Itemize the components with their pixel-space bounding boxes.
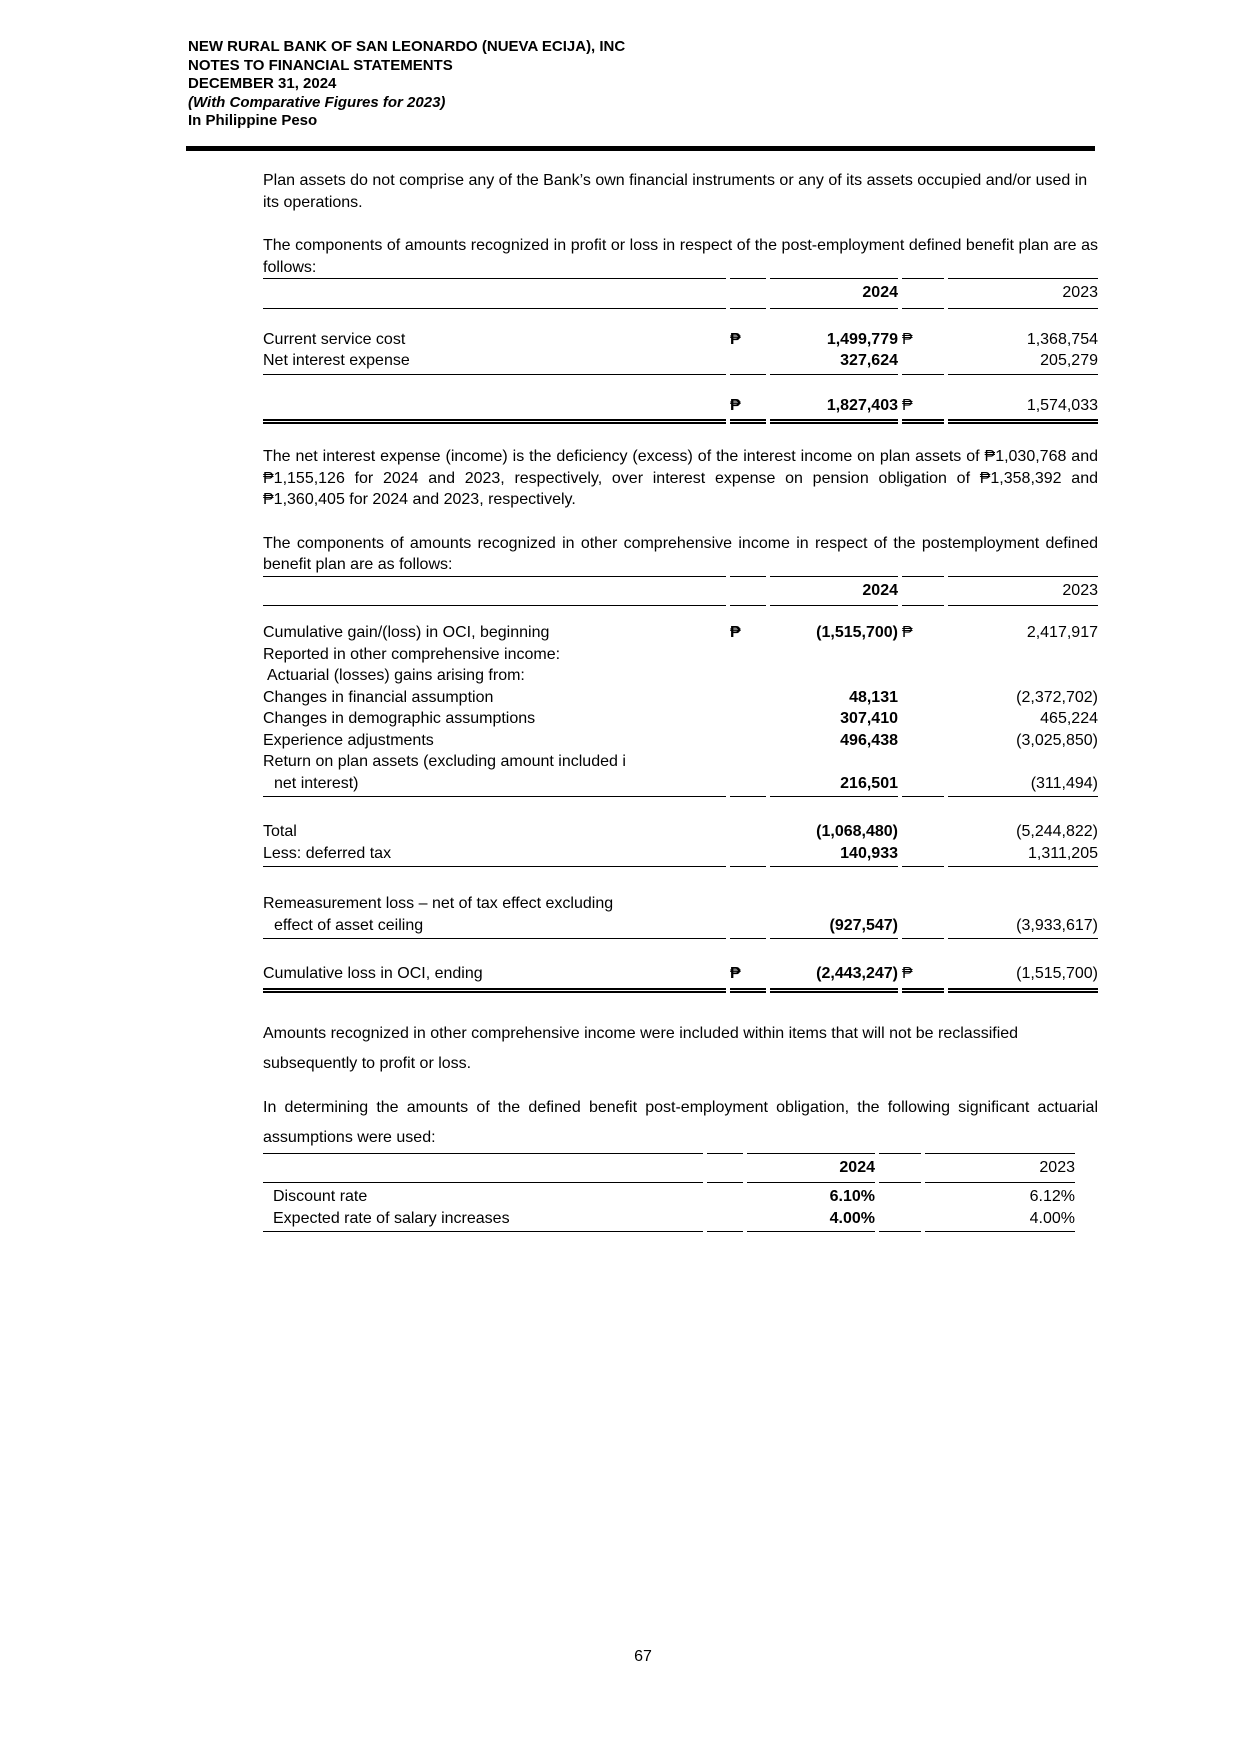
value-2024: 327,624 <box>770 350 898 375</box>
company-name: NEW RURAL BANK OF SAN LEONARDO (NUEVA ECIJA), INC <box>188 38 626 55</box>
col-header-2024: 2024 <box>747 1153 875 1184</box>
row-label: Actuarial (losses) gains arising from: <box>267 667 525 684</box>
table-row <box>263 773 1098 798</box>
value-2024: 6.10% <box>829 1188 875 1205</box>
peso-sign-2023: ₱ <box>902 330 913 348</box>
value-2023: 2,417,917 <box>1026 624 1098 641</box>
row-label: effect of asset ceiling <box>263 915 726 940</box>
currency-note: In Philippine Peso <box>188 112 318 129</box>
peso-sign-2023 <box>902 350 944 375</box>
value-2024: 1,827,403 <box>770 395 898 425</box>
table-row <box>263 665 1098 687</box>
value-2023: (311,494) <box>948 773 1098 798</box>
header-spacer <box>730 576 766 607</box>
peso-sign-2023: ₱ <box>902 963 944 993</box>
value-2023: 1,311,205 <box>948 843 1098 868</box>
row-label: Cumulative gain/(loss) in OCI, beginning <box>263 624 550 641</box>
value-2024: 140,933 <box>770 843 898 868</box>
table-row <box>263 893 1098 915</box>
row-label: Experience adjustments <box>263 731 434 749</box>
value-2024: (927,547) <box>770 915 898 940</box>
value-2024: 4.00% <box>747 1208 875 1233</box>
row-label: Net interest expense <box>263 350 726 375</box>
col-header-2023: 2023 <box>948 576 1098 607</box>
peso-sign-2023: ₱ <box>902 395 944 425</box>
value-2023: (5,244,822) <box>1016 823 1098 840</box>
value-2024: (2,443,247) <box>770 963 898 993</box>
value-2024: 216,501 <box>770 773 898 798</box>
row-label: Cumulative loss in OCI, ending <box>263 963 726 993</box>
col-header-2024: 2024 <box>770 278 898 309</box>
header-spacer <box>902 278 944 309</box>
row-label: Return on plan assets (excluding amount included i <box>263 753 626 770</box>
paragraph-oci-reclass: Amounts recognized in other comprehensive income were included within items that will not be reclassified subsequently to profit or loss. <box>263 1024 1019 1072</box>
col-header-2024: 2024 <box>770 576 898 607</box>
row-label: Changes in demographic assumptions <box>263 710 536 727</box>
table-row <box>263 915 1098 940</box>
table-row <box>263 821 1098 843</box>
header-spacer <box>707 1153 743 1184</box>
table-row <box>263 751 1098 773</box>
table-row <box>263 730 1098 752</box>
row-label: Less: deferred tax <box>263 843 726 868</box>
header-spacer <box>263 278 726 309</box>
profit-loss-components-table <box>263 278 1098 424</box>
table-row <box>263 644 1098 666</box>
header-spacer <box>902 576 944 607</box>
row-label: Discount rate <box>273 1188 368 1205</box>
row-label: Expected rate of salary increases <box>263 1208 703 1233</box>
table-row <box>263 708 1098 730</box>
header-spacer <box>730 278 766 309</box>
table-total-row <box>263 963 1098 993</box>
value-2023: 465,224 <box>1040 710 1098 727</box>
paragraph-plan-assets: Plan assets do not comprise any of the Bank’s own financial instruments or any of its assets occupied and/or used in its operations. <box>263 172 1088 211</box>
paragraph-assumptions-intro: In determining the amounts of the defined benefit post-employment obligation, the following significant actuarial assumptions were used: <box>263 1098 1098 1146</box>
value-2024: 496,438 <box>840 731 898 749</box>
row-label: net interest) <box>263 773 726 798</box>
peso-sign-2024: ₱ <box>730 330 741 348</box>
row-label: Reported in other comprehensive income: <box>263 645 561 663</box>
value-2023: 1,368,754 <box>1026 330 1098 348</box>
col-header-2023: 2023 <box>925 1153 1075 1184</box>
header-rule <box>186 146 1095 151</box>
table-header-row <box>263 278 1098 309</box>
peso-sign-2024 <box>730 350 766 375</box>
row-label: Total <box>263 823 297 840</box>
table-row <box>263 622 1098 644</box>
peso-sign-2024: ₱ <box>730 963 766 993</box>
page-number: 67 <box>634 1648 652 1665</box>
peso-sign-2024: ₱ <box>730 624 741 641</box>
table-spacer <box>263 375 1098 395</box>
table-row <box>263 843 1098 868</box>
oci-components-table <box>263 576 1098 993</box>
table-row <box>263 687 1098 709</box>
page-header <box>188 38 625 131</box>
header-spacer <box>879 1153 921 1184</box>
value-2023: (3,933,617) <box>948 915 1098 940</box>
table-header-row <box>263 1153 1075 1184</box>
value-2023: 6.12% <box>1029 1188 1075 1205</box>
peso-sign-2024: ₱ <box>730 395 766 425</box>
table-row <box>263 350 1098 375</box>
value-2023: (3,025,850) <box>1016 731 1098 749</box>
value-2023: (2,372,702) <box>1016 688 1098 706</box>
table-header-row <box>263 576 1098 607</box>
table-spacer <box>263 939 1098 963</box>
actuarial-assumptions-table <box>263 1153 1075 1233</box>
value-2024: 48,131 <box>849 688 898 706</box>
table-total-row <box>263 395 1098 425</box>
col-header-2023: 2023 <box>948 278 1098 309</box>
table-spacer <box>263 309 1098 329</box>
document-title: NOTES TO FINANCIAL STATEMENTS <box>188 56 453 74</box>
row-label: Changes in financial assumption <box>263 688 494 706</box>
table-row <box>263 1183 1075 1208</box>
table-spacer <box>263 606 1098 622</box>
table-row <box>263 1208 1075 1233</box>
value-2023: 4.00% <box>925 1208 1075 1233</box>
table-spacer <box>263 797 1098 821</box>
paragraph-net-interest: The net interest expense (income) is the deficiency (excess) of the interest income on plan assets of ₱1,030,768 and ₱1,155,126 for 2024 and 2023, respectively, over interest expense on pension obligation of ₱1,358,392 and ₱1,360,405 for 2024 and 2023, respectively. <box>263 448 1098 508</box>
value-2024: (1,515,700) <box>816 624 898 641</box>
value-2023: (1,515,700) <box>948 963 1098 993</box>
peso-sign-2023: ₱ <box>902 624 913 641</box>
table-row <box>263 329 1098 351</box>
header-spacer <box>263 576 726 607</box>
value-2024: 307,410 <box>840 710 898 727</box>
report-date: DECEMBER 31, 2024 <box>188 75 337 92</box>
paragraph-profit-loss-intro: The components of amounts recognized in profit or loss in respect of the post-employment defined benefit plan are as follows: <box>263 237 1098 276</box>
value-2023: 1,574,033 <box>948 395 1098 425</box>
row-label: Remeasurement loss – net of tax effect excluding <box>263 895 614 912</box>
header-spacer <box>263 1153 703 1184</box>
row-label <box>263 395 726 425</box>
page-content <box>263 170 1098 1232</box>
paragraph-oci-intro: The components of amounts recognized in other comprehensive income in respect of the postemployment defined benefit plan are as follows: <box>263 534 1098 573</box>
table-spacer <box>263 867 1098 893</box>
value-2023: 205,279 <box>948 350 1098 375</box>
row-label: Current service cost <box>263 330 406 348</box>
value-2024: 1,499,779 <box>826 330 898 348</box>
comparative-note: (With Comparative Figures for 2023) <box>188 93 446 111</box>
value-2024: (1,068,480) <box>816 823 898 840</box>
